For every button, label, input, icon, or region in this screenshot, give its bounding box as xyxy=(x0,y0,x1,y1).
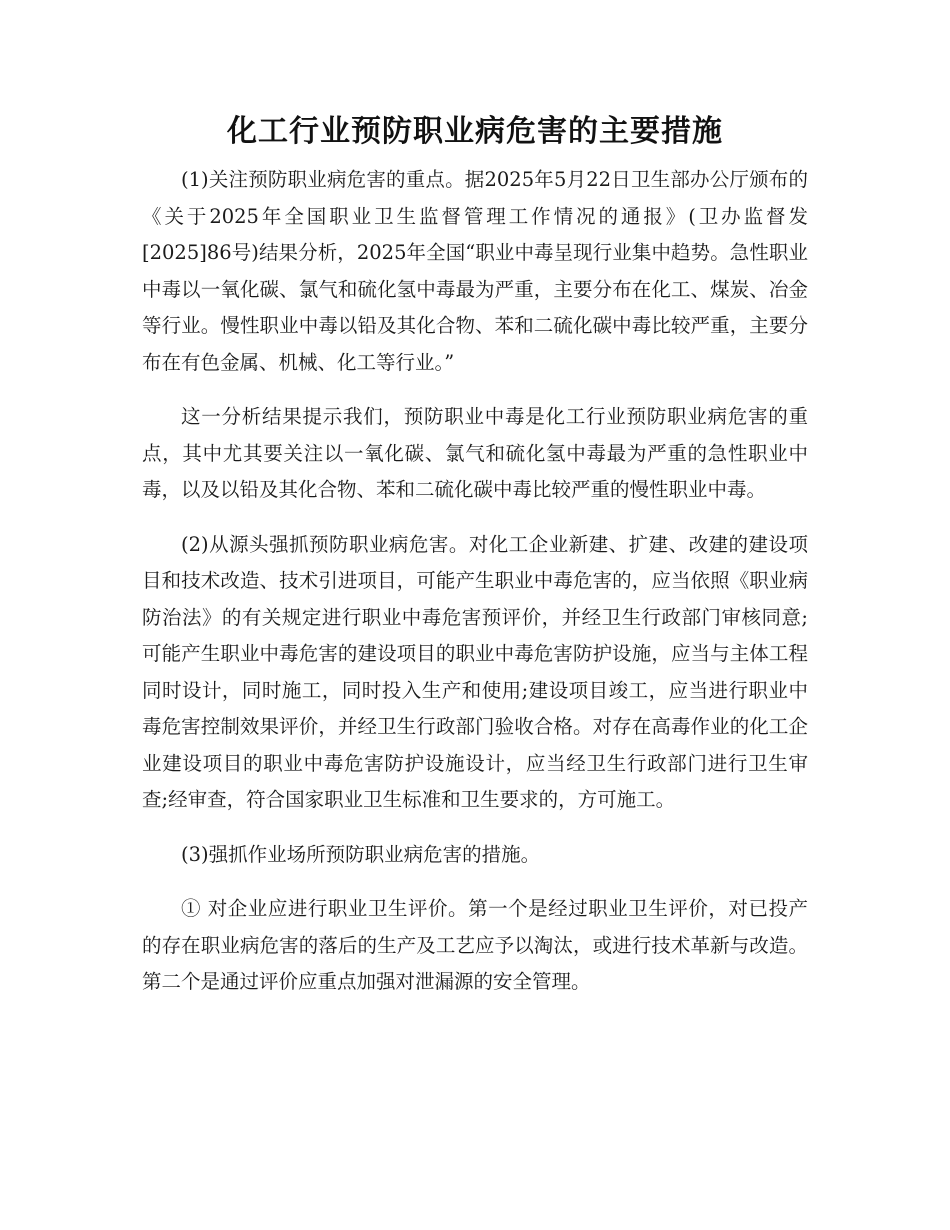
paragraph-1: (1)关注预防职业病危害的重点。据2025年5月22日卫生部办公厅颁布的《关于2025年全国职业卫生监督管理工作情况的通报》(卫办监督发[2025]86号)结果分析，2025年全国“职业中毒呈现行业集中趋势。急性职业中毒以一氧化碳、氯气和硫化氢中毒最为严重，主要分布在化工、煤炭、冶金等行业。慢性职业中毒以铅及其化合物、苯和二硫化碳中毒比较严重，主要分布在有色金属、机械、化工等行业。” xyxy=(142,168,808,374)
paragraph-4: (3)强抓作业场所预防职业病危害的措施。 xyxy=(181,842,541,866)
paragraph-5: ① 对企业应进行职业卫生评价。第一个是经过职业卫生评价，对已投产的存在职业病危害的落后的生产及工艺应予以淘汰，或进行技术革新与改造。第二个是通过评价应重点加强对泄漏源的安全管理。 xyxy=(142,897,808,993)
paragraph-3: (2)从源头强抓预防职业病危害。对化工企业新建、扩建、改建的建设项目和技术改造、技术引进项目，可能产生职业中毒危害的，应当依照《职业病防治法》的有关规定进行职业中毒危害预评价，并经卫生行政部门审核同意;可能产生职业中毒危害的建设项目的职业中毒危害防护设施，应当与主体工程同时设计，同时施工，同时投入生产和使用;建设项目竣工，应当进行职业中毒危害控制效果评价，并经卫生行政部门验收合格。对存在高毒作业的化工企业建设项目的职业中毒危害防护设施设计，应当经卫生行政部门进行卫生审查;经审查，符合国家职业卫生标准和卫生要求的，方可施工。 xyxy=(142,532,808,811)
document-title: 化工行业预防职业病危害的主要措施 xyxy=(227,114,723,149)
document-body xyxy=(142,162,808,1019)
paragraph-2: 这一分析结果提示我们，预防职业中毒是化工行业预防职业病危害的重点，其中尤其要关注以一氧化碳、氯气和硫化氢中毒最为严重的急性职业中毒，以及以铅及其化合物、苯和二硫化碳中毒比较严重的慢性职业中毒。 xyxy=(142,405,808,501)
